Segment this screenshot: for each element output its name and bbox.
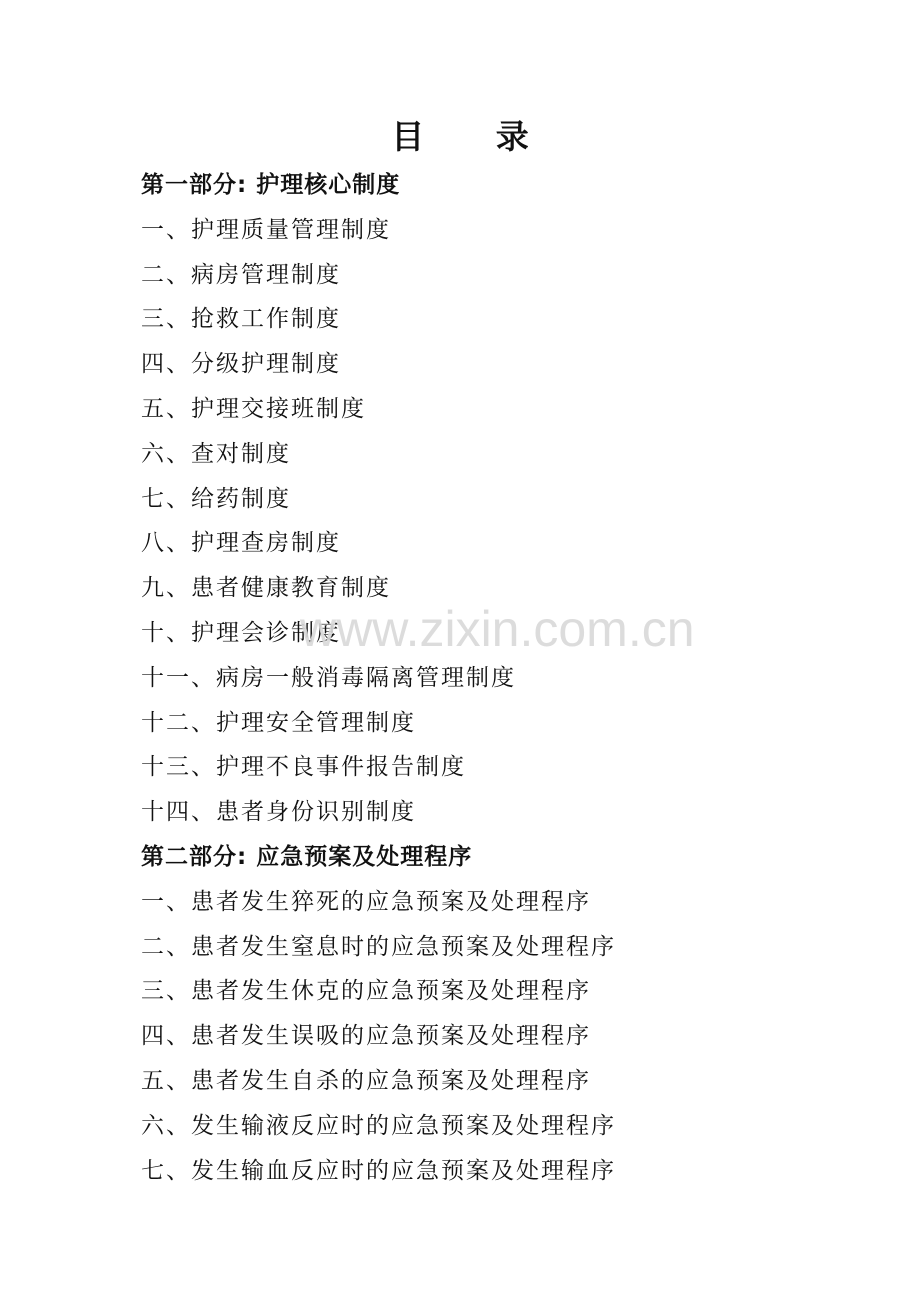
toc-item: 三、抢救工作制度: [141, 306, 341, 333]
toc-item: 五、护理交接班制度: [141, 395, 366, 422]
page-title: 目 录: [391, 117, 559, 156]
toc-item: 十、护理会诊制度: [141, 619, 341, 646]
toc-item: 十二、护理安全管理制度: [141, 709, 416, 736]
table-of-contents: [141, 163, 841, 1193]
toc-item: 七、给药制度: [141, 485, 291, 512]
toc-item: 八、护理查房制度: [141, 530, 341, 557]
toc-part1-heading: 第一部分: 护理核心制度: [141, 172, 401, 198]
toc-item: 一、护理质量管理制度: [141, 216, 391, 243]
toc-item: 十三、护理不良事件报告制度: [141, 754, 466, 781]
toc-item: 五、患者发生自杀的应急预案及处理程序: [141, 1067, 591, 1094]
toc-item: 三、患者发生休克的应急预案及处理程序: [141, 978, 591, 1005]
toc-item: 四、分级护理制度: [141, 351, 341, 378]
toc-item: 十一、病房一般消毒隔离管理制度: [141, 664, 516, 691]
toc-part2-heading: 第二部分: 应急预案及处理程序: [141, 843, 473, 870]
toc-item: 七、发生输血反应时的应急预案及处理程序: [141, 1157, 616, 1184]
watermark-text: www.zixin.com.cn: [300, 601, 695, 657]
toc-item: 六、发生输液反应时的应急预案及处理程序: [141, 1112, 616, 1139]
toc-item: 一、患者发生猝死的应急预案及处理程序: [141, 888, 591, 915]
toc-item: 四、患者发生误吸的应急预案及处理程序: [141, 1023, 591, 1050]
toc-item: 六、查对制度: [141, 440, 291, 467]
toc-item: 二、患者发生窒息时的应急预案及处理程序: [141, 933, 616, 960]
toc-item: 九、患者健康教育制度: [141, 575, 391, 602]
toc-item: 十四、患者身份识别制度: [141, 799, 416, 826]
toc-item: 二、病房管理制度: [141, 261, 341, 288]
